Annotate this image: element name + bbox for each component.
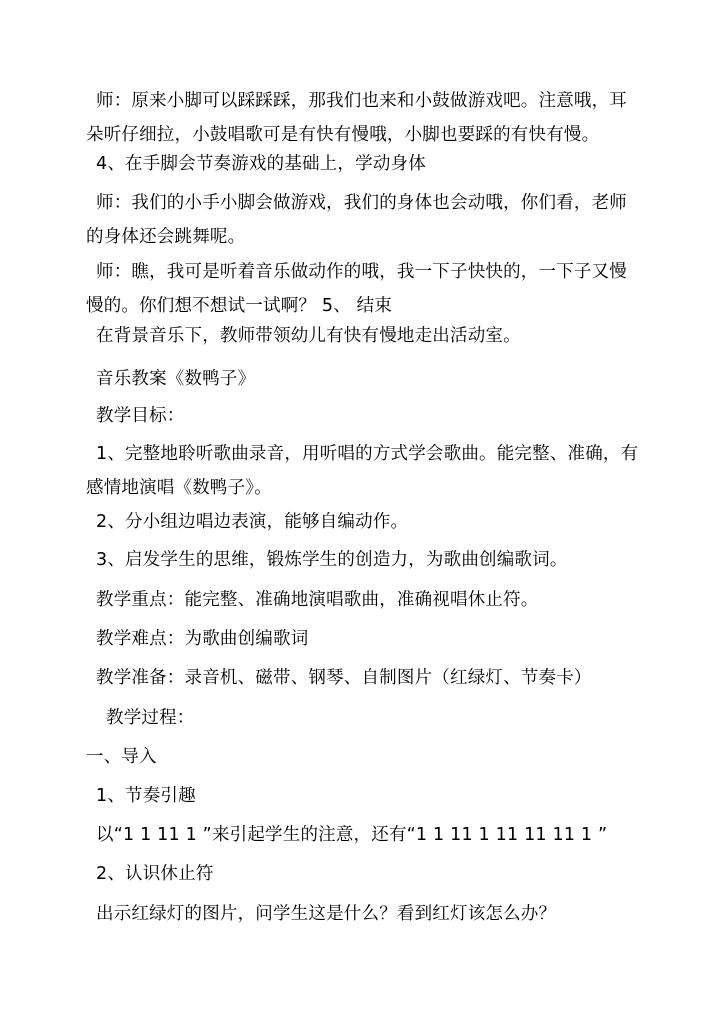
teaching-preparation: 教学准备：录音机、磁带、钢琴、自制图片（红绿灯、节奏卡） <box>96 668 592 688</box>
lesson-title: 音乐教案《数鸭子》 <box>96 369 256 389</box>
goal-item-3: 3、启发学生的思维，锻炼学生的创造力，为歌曲创编歌词。 <box>96 550 568 570</box>
traffic-light-question: 出示红绿灯的图片，问学生这是什么？看到红灯该怎么办？ <box>96 904 557 924</box>
teaching-difficulties: 教学难点：为歌曲创编歌词 <box>96 629 309 649</box>
goal-item-1: 1、完整地聆听歌曲录音，用听唱的方式学会歌曲。能完整、准确，有感情地演唱《数鸭子》。 <box>86 444 639 498</box>
part-one-introduction: 一、导入 <box>86 747 157 767</box>
teaching-key-points: 教学重点：能完整、准确地演唱歌曲，准确视唱休止符。 <box>96 590 539 610</box>
paragraph-teacher-fast-slow: 师：瞧，我可是听着音乐做动作的哦，我一下子快快的，一下子又慢慢的。你们想不想试一试啊？ 5、 结束 <box>86 262 627 316</box>
section-teaching-goals: 教学目标： <box>96 406 185 426</box>
section-teaching-process: 教学过程： <box>106 708 195 728</box>
rhythm-example-text: 以“1 1 11 1 ”来引起学生的注意，还有“1 1 11 1 11 11 11 1 ” <box>96 825 608 845</box>
paragraph-teacher-drum-game: 师：原来小脚可以踩踩踩，那我们也来和小鼓做游戏吧。注意哦，耳朵听仔细拉，小鼓唱歌可是有快有慢哦，小脚也要踩的有快有慢。 <box>86 91 627 145</box>
step-rhythm-intro: 1、节奏引趣 <box>96 786 196 806</box>
step-rest-symbol: 2、认识休止符 <box>96 864 214 884</box>
paragraph-leave-classroom: 在背景音乐下，教师带领幼儿有快有慢地走出活动室。 <box>96 326 521 346</box>
goal-item-2: 2、分小组边唱边表演，能够自编动作。 <box>96 512 409 532</box>
paragraph-teacher-body-dance: 师：我们的小手小脚会做游戏，我们的身体也会动哦，你们看，老师的身体还会跳舞呢。 <box>86 193 627 247</box>
paragraph-step-4-heading: 4、在手脚会节奏游戏的基础上，学动身体 <box>96 154 426 174</box>
